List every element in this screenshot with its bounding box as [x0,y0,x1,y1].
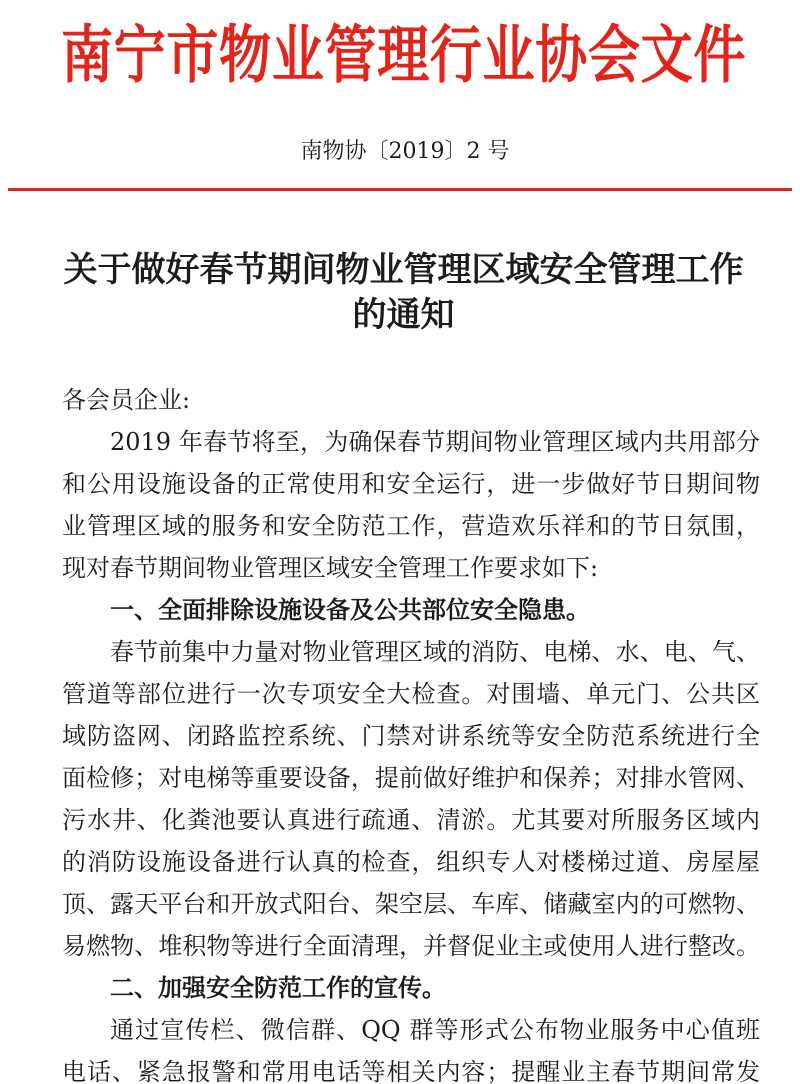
notice-title-line: 关于做好春节期间物业管理区域安全管理工作 [63,250,744,290]
notice-title-line: 的通知 [352,295,455,335]
paragraph-line [62,505,760,547]
paragraph-line-text: 易燃物、堆积物等进行全面清理，并督促业主或使用人进行整改。 [62,932,760,960]
section-heading-text: 一、全面排除设施设备及公共部位安全隐患。 [110,595,590,624]
paragraph-line-text: 电话、紧急报警和常用电话等相关内容；提醒业主春节期间常发 [62,1058,760,1084]
body-paragraph [62,631,760,967]
paragraph-line [62,757,760,799]
salutation-text: 各会员企业: [62,386,191,414]
paragraph-line-text: 春节前集中力量对物业管理区域的消防、电梯、水、电、气、 [110,638,760,666]
notice-title [7,248,800,338]
paragraph-line-text: 域防盗网、闭路监控系统、门禁对讲系统等安全防范系统进行全 [62,722,760,750]
body-paragraph [62,421,760,589]
paragraph-line [62,1009,760,1051]
document-number: 南物协〔2019〕2 号 [300,139,510,164]
paragraph-line [62,925,760,967]
paragraph-line-text: 污水井、化粪池要认真进行疏通、清淤。尤其要对所服务区域内 [62,806,760,834]
section-heading [62,967,760,1009]
paragraph-line-text: 业管理区域的服务和安全防范工作，营造欢乐祥和的节日氛围， [62,512,760,540]
paragraph-line [62,673,760,715]
paragraph-line [62,799,760,841]
paragraph-line [62,547,760,589]
paragraph-line-text: 顶、露天平台和开放式阳台、架空层、车库、储藏室内的可燃物、 [62,890,760,918]
paragraph-line-text: 的消防设施设备进行认真的检查，组织专人对楼梯过道、房屋屋 [62,848,760,876]
paragraph-line-text: 现对春节期间物业管理区域安全管理工作要求如下: [62,554,599,582]
section-heading [62,589,760,631]
paragraph-line [62,1051,760,1084]
org-header-title: 南宁市物业管理行业协会文件 [60,18,747,92]
section-heading-text: 二、加强安全防范工作的宣传。 [110,973,446,1002]
paragraph-line [62,883,760,925]
paragraph-line-text: 和公用设施设备的正常使用和安全运行，进一步做好节日期间物 [62,470,760,498]
paragraph-line-text: 管道等部位进行一次专项安全大检查。对围墙、单元门、公共区 [62,680,760,708]
salutation [62,379,760,421]
paragraph-line [62,631,760,673]
paragraph-line [62,715,760,757]
paragraph-line [62,421,760,463]
header-divider [8,188,792,191]
paragraph-line [62,463,760,505]
notice-body [62,379,760,1084]
body-paragraph [62,1009,760,1084]
paragraph-line [62,841,760,883]
paragraph-line-text: 通过宣传栏、微信群、QQ 群等形式公布物业服务中心值班 [110,1016,760,1044]
paragraph-line-text: 面检修；对电梯等重要设备，提前做好维护和保养；对排水管网、 [62,764,760,792]
paragraph-line-text: 2019 年春节将至，为确保春节期间物业管理区域内共用部分 [110,428,760,456]
